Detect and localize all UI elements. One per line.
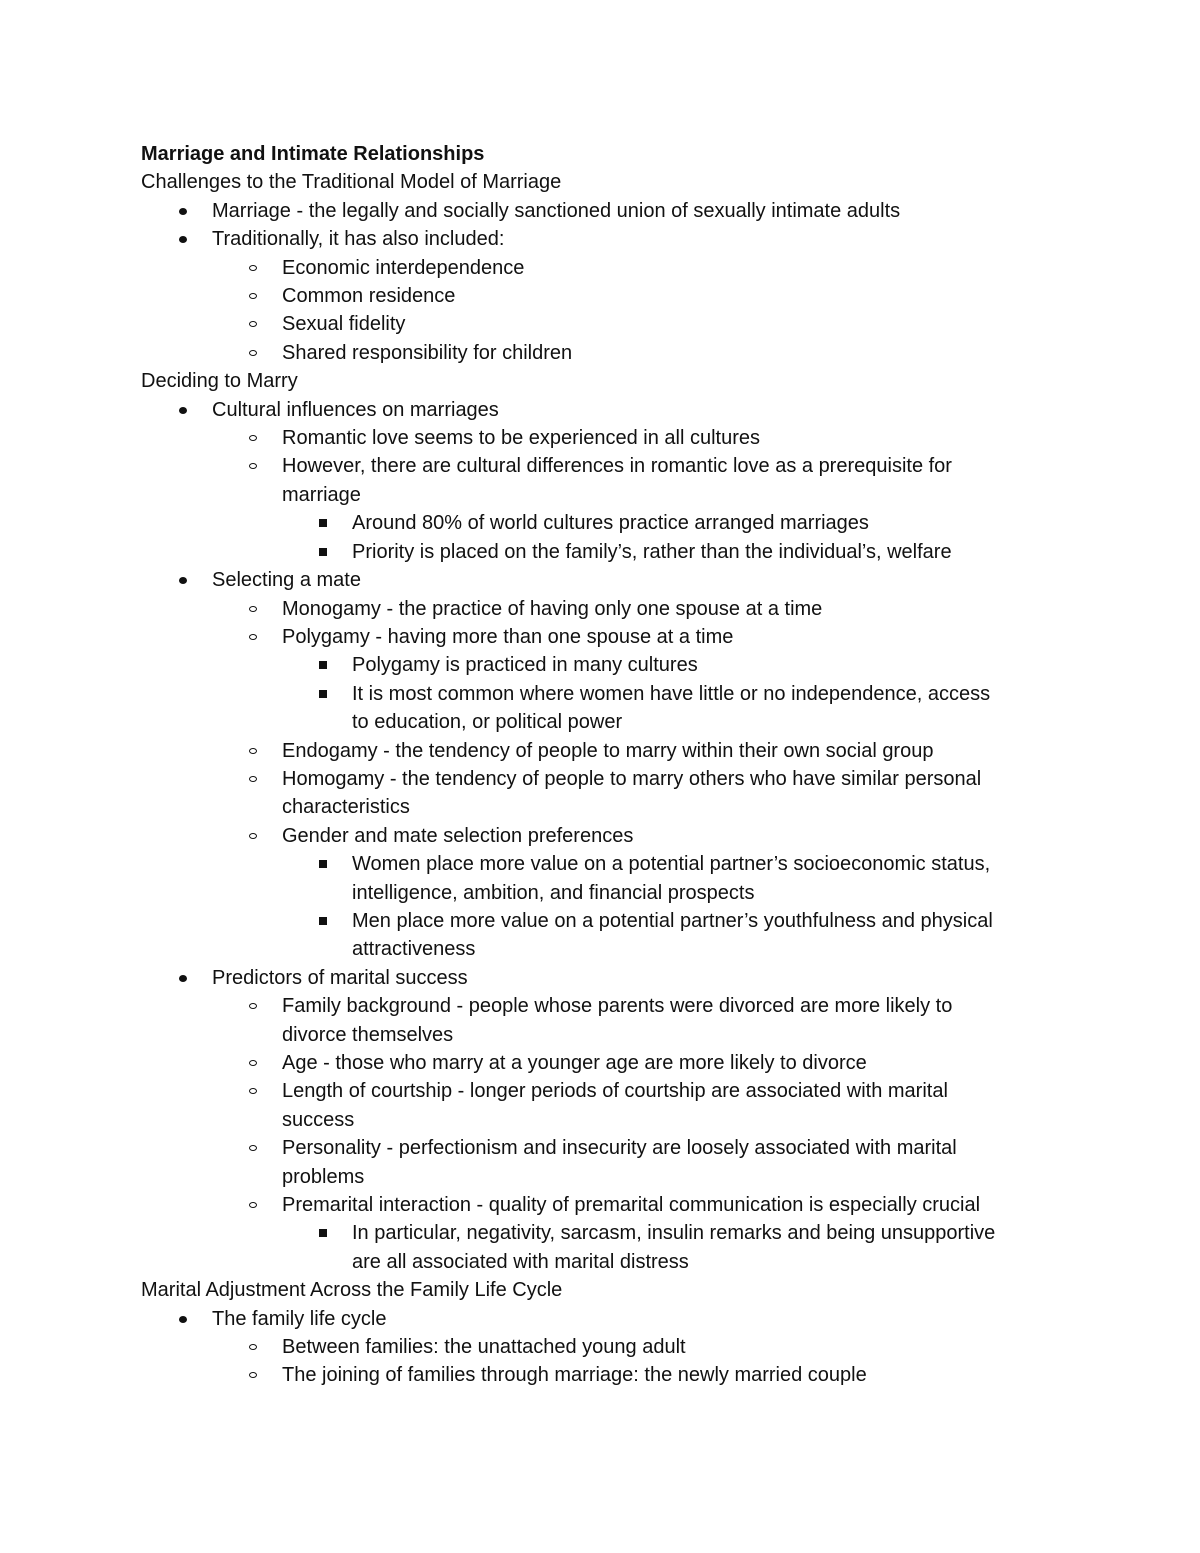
line-text: Homogamy - the tendency of people to marry others who have similar personal [282, 767, 982, 790]
list-item-continuation [141, 1163, 1061, 1191]
hollow-circle-bullet-icon [249, 321, 257, 327]
list-item [141, 595, 1061, 623]
hollow-circle-bullet-icon [249, 1003, 257, 1009]
section-heading [141, 1276, 1061, 1304]
line-text: Men place more value on a potential partner’s youthfulness and physical [352, 909, 993, 932]
line-text: to education, or political power [352, 711, 623, 734]
list-item [141, 765, 1061, 793]
line-text: problems [282, 1165, 365, 1188]
line-text: divorce themselves [282, 1023, 454, 1046]
list-item [141, 1077, 1061, 1105]
line-text: In particular, negativity, sarcasm, insulin remarks and being unsupportive [352, 1222, 996, 1245]
filled-square-bullet-icon [319, 548, 327, 556]
list-item [141, 1305, 1061, 1333]
document-title: Marriage and Intimate Relationships [141, 143, 485, 165]
list-item [141, 850, 1061, 878]
line-text: Around 80% of world cultures practice arranged marriages [352, 512, 869, 535]
list-item [141, 310, 1061, 338]
hollow-circle-bullet-icon [249, 833, 257, 839]
line-text: It is most common where women have little or no independence, access [352, 682, 991, 705]
hollow-circle-bullet-icon [249, 1088, 257, 1094]
line-text: Predictors of marital success [212, 966, 468, 989]
filled-square-bullet-icon [319, 860, 327, 868]
hollow-circle-bullet-icon [249, 293, 257, 299]
hollow-circle-bullet-icon [249, 350, 257, 356]
line-text: Deciding to Marry [141, 370, 298, 393]
line-text: The family life cycle [212, 1307, 387, 1330]
line-text: Traditionally, it has also included: [212, 228, 505, 251]
hollow-circle-bullet-icon [249, 634, 257, 640]
filled-square-bullet-icon [319, 1229, 327, 1237]
filled-square-bullet-icon [319, 519, 327, 527]
line-text: Gender and mate selection preferences [282, 824, 634, 847]
list-item [141, 538, 1061, 566]
list-item [141, 822, 1061, 850]
line-text: Premarital interaction - quality of premarital communication is especially crucial [282, 1194, 981, 1217]
line-text: success [282, 1108, 355, 1131]
line-text: Challenges to the Traditional Model of Marriage [141, 171, 562, 194]
line-text: The joining of families through marriage: the newly married couple [282, 1364, 867, 1387]
list-item [141, 907, 1061, 935]
filled-disc-bullet-icon [179, 407, 187, 414]
line-text: Age - those who marry at a younger age are more likely to divorce [282, 1052, 867, 1074]
list-item-continuation [141, 1021, 1061, 1049]
filled-square-bullet-icon [319, 917, 327, 925]
hollow-circle-bullet-icon [249, 606, 257, 612]
line-text: Sexual fidelity [282, 313, 406, 336]
line-text: Romantic love seems to be experienced in all cultures [282, 427, 761, 450]
list-item [141, 1219, 1061, 1247]
list-item [141, 282, 1061, 310]
hollow-circle-bullet-icon [249, 1202, 257, 1208]
outline [141, 168, 1061, 1389]
hollow-circle-bullet-icon [249, 1344, 257, 1350]
filled-disc-bullet-icon [179, 1316, 187, 1323]
line-text: Polygamy - having more than one spouse at a time [282, 625, 734, 648]
hollow-circle-bullet-icon [249, 748, 257, 754]
line-text: Polygamy is practiced in many cultures [352, 654, 698, 677]
list-item [141, 964, 1061, 992]
list-item [141, 339, 1061, 367]
line-text: Selecting a mate [212, 569, 361, 592]
list-item [141, 651, 1061, 679]
list-item [141, 1049, 1061, 1077]
list-item [141, 197, 1061, 225]
filled-square-bullet-icon [319, 661, 327, 669]
line-text: Priority is placed on the family’s, rather than the individual’s, welfare [352, 540, 952, 563]
list-item-continuation [141, 793, 1061, 821]
list-item [141, 452, 1061, 480]
list-item [141, 1333, 1061, 1361]
list-item [141, 424, 1061, 452]
line-text: Women place more value on a potential partner’s socioeconomic status, [352, 853, 991, 876]
list-item-continuation [141, 708, 1061, 736]
list-item-continuation [141, 1248, 1061, 1276]
line-text: attractiveness [352, 938, 476, 961]
hollow-circle-bullet-icon [249, 265, 257, 271]
line-text: Cultural influences on marriages [212, 398, 499, 421]
line-text: Personality - perfectionism and insecurity are loosely associated with marital [282, 1137, 957, 1160]
hollow-circle-bullet-icon [249, 776, 257, 782]
line-text: characteristics [282, 796, 410, 819]
section-heading [141, 168, 1061, 196]
list-item [141, 1191, 1061, 1219]
line-text: are all associated with marital distress [352, 1250, 689, 1273]
line-text: Between families: the unattached young adult [282, 1336, 686, 1359]
line-text: Family background - people whose parents were divorced are more likely to [282, 995, 953, 1018]
line-text: Endogamy - the tendency of people to marry within their own social group [282, 739, 934, 762]
list-item [141, 992, 1061, 1020]
filled-disc-bullet-icon [179, 236, 187, 243]
list-item [141, 509, 1061, 537]
line-text: Monogamy - the practice of having only one spouse at a time [282, 597, 823, 620]
list-item-continuation [141, 1106, 1061, 1134]
line-text: Shared responsibility for children [282, 341, 573, 364]
list-item [141, 396, 1061, 424]
list-item [141, 623, 1061, 651]
filled-disc-bullet-icon [179, 975, 187, 982]
section-heading [141, 367, 1061, 395]
hollow-circle-bullet-icon [249, 1145, 257, 1151]
list-item [141, 1361, 1061, 1389]
line-text: Marital Adjustment Across the Family Life Cycle [141, 1279, 563, 1302]
list-item [141, 1134, 1061, 1162]
hollow-circle-bullet-icon [249, 1372, 257, 1378]
list-item [141, 566, 1061, 594]
filled-disc-bullet-icon [179, 577, 187, 584]
line-text: Length of courtship - longer periods of courtship are associated with marital [282, 1080, 948, 1103]
line-text: intelligence, ambition, and financial prospects [352, 881, 755, 904]
line-text: Common residence [282, 285, 456, 308]
list-item-continuation [141, 879, 1061, 907]
hollow-circle-bullet-icon [249, 1060, 257, 1066]
document-page [141, 140, 1061, 1390]
filled-square-bullet-icon [319, 690, 327, 698]
line-text: marriage [282, 483, 361, 506]
list-item [141, 225, 1061, 253]
list-item-continuation [141, 481, 1061, 509]
list-item-continuation [141, 935, 1061, 963]
list-item [141, 680, 1061, 708]
list-item [141, 737, 1061, 765]
line-text: Marriage - the legally and socially sanctioned union of sexually intimate adults [212, 199, 901, 222]
hollow-circle-bullet-icon [249, 435, 257, 441]
hollow-circle-bullet-icon [249, 463, 257, 469]
list-item [141, 254, 1061, 282]
line-text: Economic interdependence [282, 256, 525, 279]
line-text: However, there are cultural differences in romantic love as a prerequisite for [282, 455, 952, 478]
filled-disc-bullet-icon [179, 208, 187, 215]
